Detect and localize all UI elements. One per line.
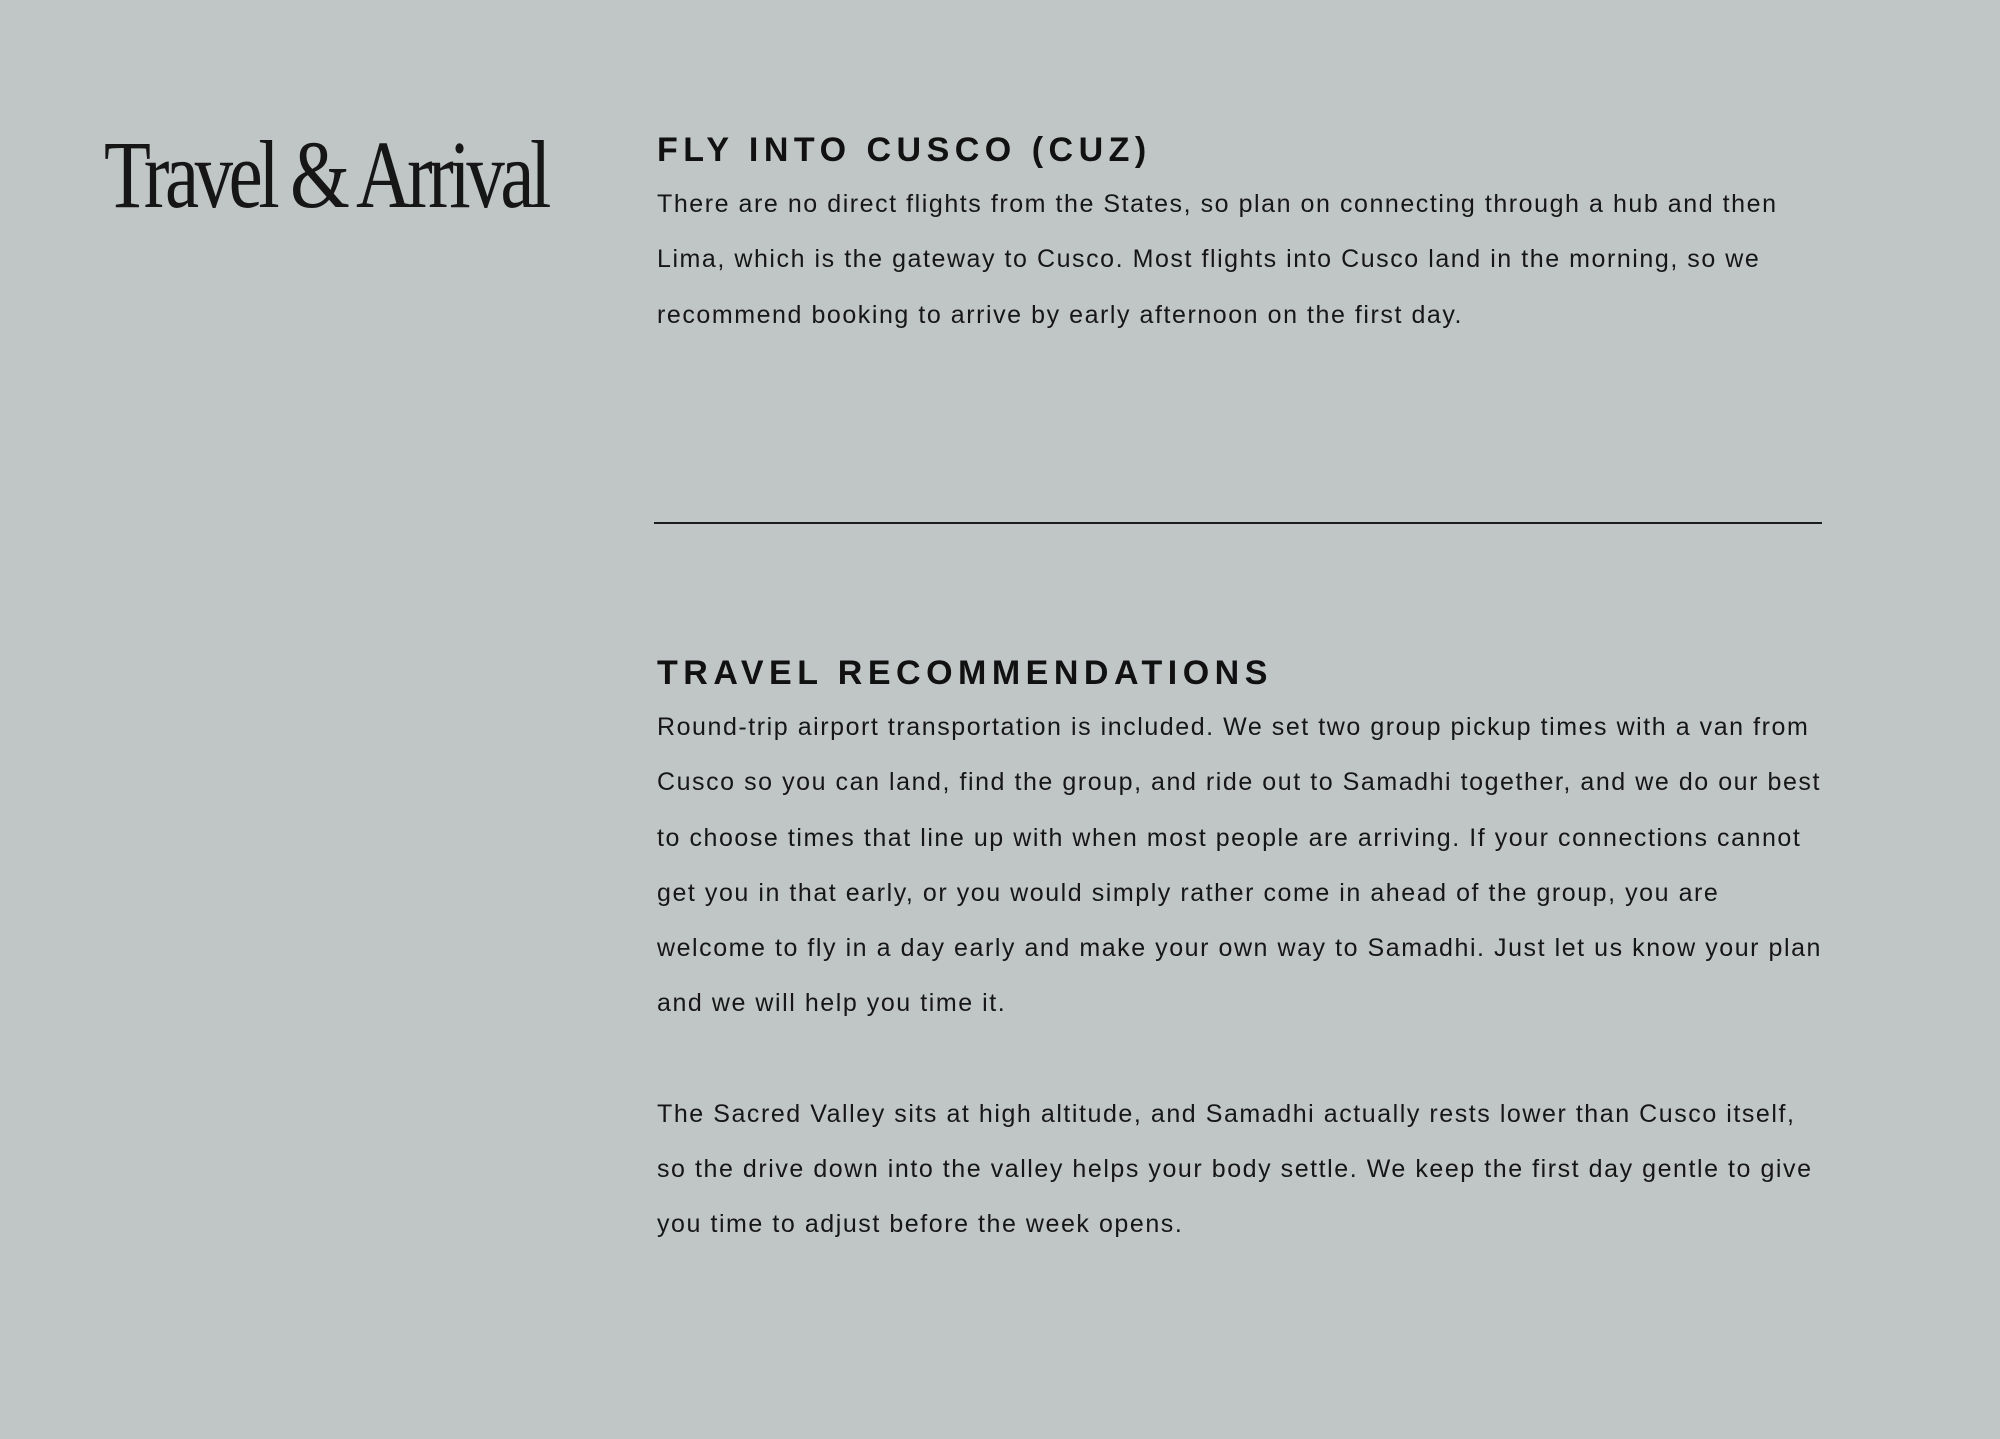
fly-into-cusco-paragraph: There are no direct flights from the States, so plan on connecting through a hub and then Lima, which is the gateway to Cusco. Most flights into Cusco land in the morning, so we recommend booking to arrive by early afternoon on the first day.: [657, 190, 1778, 329]
section-divider: [654, 522, 1822, 524]
travel-recommendations-section: [657, 653, 1822, 1253]
page-title: Travel & Arrival: [104, 121, 547, 228]
airport-transportation-paragraph: Round-trip airport transportation is included. We set two group pickup times with a van from Cusco so you can land, find the group, and ride out to Samadhi together, and we do our best to choose times that line up with when most people are arriving. If your connections cannot get you in that early, or you would simply rather come in ahead of the group, you are welcome to fly in a day early and make your own way to Samadhi. Just let us know your plan and we will help you time it.: [657, 713, 1822, 1018]
fly-into-cusco-section: [657, 130, 1822, 343]
travel-recommendations-heading: TRAVEL RECOMMENDATIONS: [657, 654, 1273, 692]
altitude-paragraph: The Sacred Valley sits at high altitude, and Samadhi actually rests lower than Cusco itself, so the drive down into the valley helps your body settle. We keep the first day gentle to give you time to adjust before the week opens.: [657, 1099, 1813, 1239]
fly-into-cusco-heading: FLY INTO CUSCO (CUZ): [657, 131, 1152, 169]
